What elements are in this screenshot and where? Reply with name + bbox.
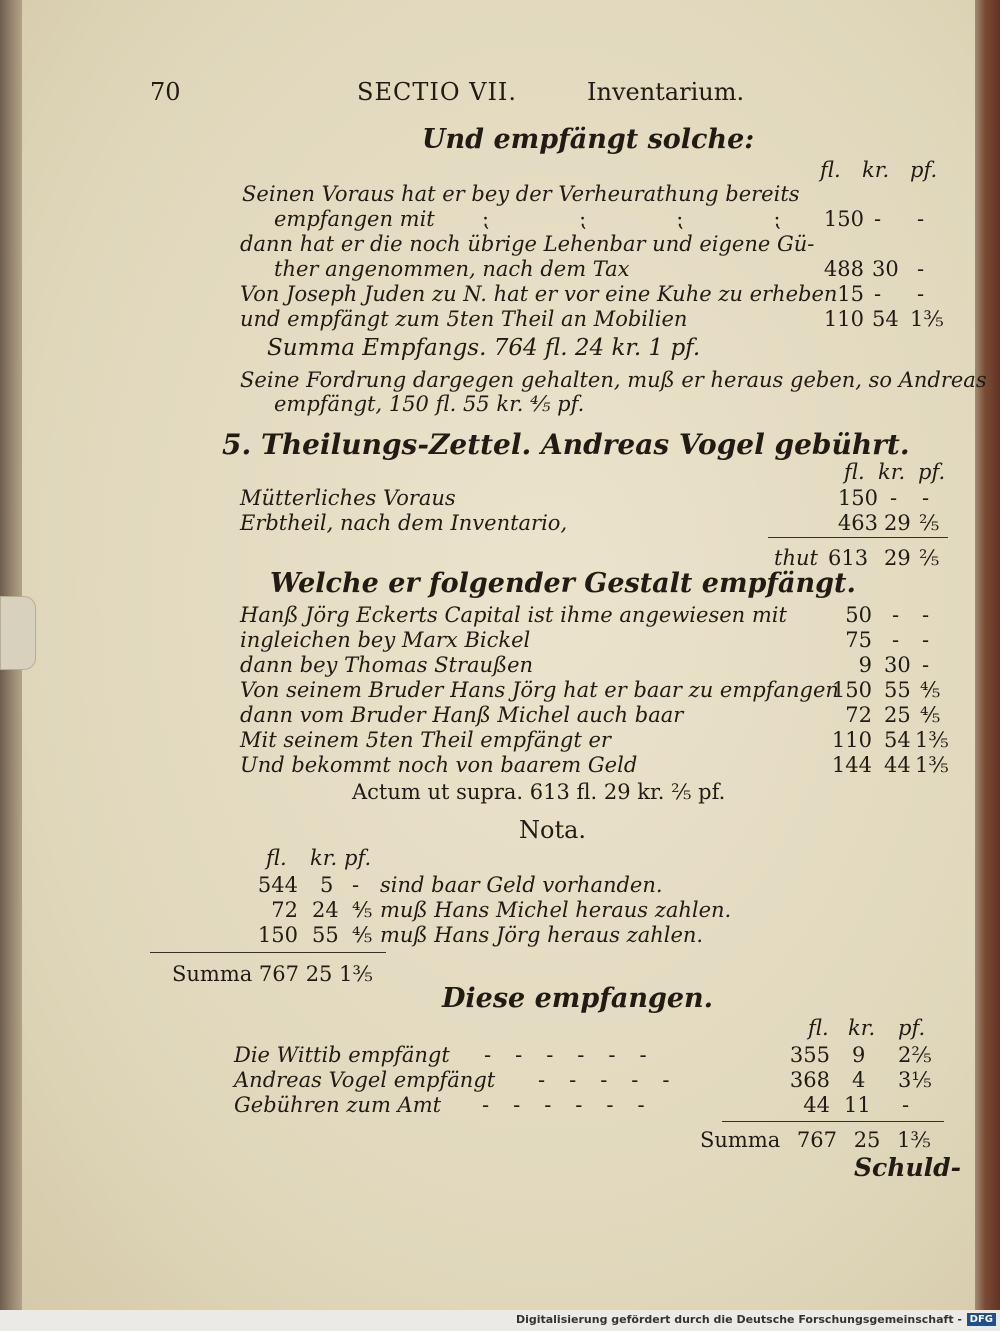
- heading-welche: Welche er folgender Gestalt empfängt.: [270, 568, 856, 599]
- value-pf: 3⅕: [898, 1068, 932, 1092]
- row-text: dann bey Thomas Straußen: [240, 653, 534, 677]
- value-kr: 11: [844, 1093, 871, 1117]
- bookmark-tab: [0, 596, 36, 670]
- value-fl: 15: [837, 282, 864, 306]
- value-fl: 44: [803, 1093, 830, 1117]
- value-pf: 2⅖: [898, 1043, 932, 1067]
- unit-kr: kr.: [862, 158, 890, 182]
- value-fl: 110: [823, 307, 864, 331]
- value-fl: 72: [845, 703, 872, 727]
- value-pf: ⅘: [920, 703, 941, 727]
- value-kr: -: [874, 207, 882, 231]
- scan-footer: [0, 1310, 1000, 1331]
- row-text: Andreas Vogel empfängt: [234, 1068, 496, 1092]
- value-pf: -: [922, 603, 930, 627]
- row-text: Mütterliches Voraus: [240, 486, 456, 510]
- thut-label: thut: [774, 546, 818, 570]
- value-pf: 1⅗: [915, 728, 949, 752]
- value-fl: 150: [831, 678, 872, 702]
- value-pf: 1⅗: [915, 753, 949, 777]
- value-fl: 144: [831, 753, 872, 777]
- value-kr: -: [892, 628, 900, 652]
- value-fl: 150: [823, 207, 864, 231]
- row-text: ther angenommen, nach dem Tax: [274, 257, 630, 281]
- unit-pf: pf.: [344, 846, 372, 870]
- thut-fl: 613: [828, 546, 869, 570]
- value-kr: 54: [884, 728, 911, 752]
- row-text: muß Hans Jörg heraus zahlen.: [380, 923, 704, 947]
- value-pf: 1⅗: [910, 307, 944, 331]
- sum-rule: [768, 537, 948, 538]
- value-kr: -: [890, 486, 898, 510]
- value-pf: -: [922, 653, 930, 677]
- value-pf: -: [917, 257, 925, 281]
- catchword: Schuld-: [854, 1153, 961, 1182]
- leader-dashes: ------: [482, 1093, 669, 1117]
- row-text: ingleichen bey Marx Bickel: [240, 628, 531, 652]
- nota-heading: Nota.: [519, 816, 587, 844]
- dfg-logo: DFG: [967, 1313, 996, 1326]
- sum-rule: [722, 1121, 944, 1122]
- row-text: Hanß Jörg Eckerts Capital ist ihme angewiesen mit: [240, 603, 787, 627]
- row-text: Erbtheil, nach dem Inventario,: [240, 511, 568, 535]
- funding-credit: Digitalisierung gefördert durch die Deutsche Forschungsgemeinschaft -: [515, 1313, 962, 1326]
- section-title: SECTIO VII.: [357, 78, 518, 106]
- row-text: Gebühren zum Amt: [234, 1093, 442, 1117]
- value-kr: 54: [872, 307, 899, 331]
- nota-summa: Summa 767 25 1⅗: [172, 962, 373, 986]
- leader-dashes: ------: [484, 1043, 671, 1067]
- value-kr: 55: [312, 923, 339, 947]
- row-text: Von seinem Bruder Hans Jörg hat er baar zu empfangen: [240, 678, 839, 702]
- value-fl: 368: [789, 1068, 830, 1092]
- value-pf: -: [922, 628, 930, 652]
- value-pf: ⅘: [352, 898, 373, 922]
- row-text: Und bekommt noch von baarem Geld: [240, 753, 638, 777]
- value-kr: 44: [884, 753, 911, 777]
- row-text: Mit seinem 5ten Theil empfängt er: [240, 728, 611, 752]
- value-kr: 9: [852, 1043, 866, 1067]
- value-kr: 24: [312, 898, 339, 922]
- nota-rule: [150, 952, 386, 953]
- row-text: und empfängt zum 5ten Theil an Mobilien: [240, 307, 688, 331]
- value-kr: -: [892, 603, 900, 627]
- value-pf: -: [902, 1093, 910, 1117]
- unit-pf: pf.: [918, 460, 946, 484]
- value-kr: 30: [872, 257, 899, 281]
- unit-pf: pf.: [910, 158, 938, 182]
- summa-empfangs: Summa Empfangs. 764 fl. 24 kr. 1 pf.: [267, 335, 701, 361]
- forderung-line: Seine Fordrung dargegen gehalten, muß er heraus geben, so Andreas: [240, 368, 987, 392]
- unit-kr: kr.: [878, 460, 906, 484]
- value-fl: 75: [845, 628, 872, 652]
- unit-fl: fl.: [266, 846, 287, 870]
- row-text: empfangen mit: [274, 207, 435, 231]
- value-kr: 4: [852, 1068, 866, 1092]
- value-kr: 30: [884, 653, 911, 677]
- row-text: sind baar Geld vorhanden.: [380, 873, 663, 897]
- value-kr: 25: [884, 703, 911, 727]
- value-kr: 55: [884, 678, 911, 702]
- book-page: [22, 0, 987, 1310]
- leader-dots: ⁏ ⁏ ⁏ ⁏: [482, 207, 784, 231]
- value-fl: 50: [845, 603, 872, 627]
- value-pf: ⅖: [919, 511, 940, 535]
- value-pf: -: [352, 873, 360, 897]
- unit-fl: fl.: [820, 158, 841, 182]
- heading-empfaengt: Und empfängt solche:: [422, 124, 755, 155]
- thut-pf: ⅖: [919, 546, 940, 570]
- value-pf: -: [917, 207, 925, 231]
- section-topic: Inventarium.: [587, 78, 745, 106]
- row-text: dann vom Bruder Hanß Michel auch baar: [240, 703, 684, 727]
- value-kr: 5: [320, 873, 334, 897]
- row-text: muß Hans Michel heraus zahlen.: [380, 898, 732, 922]
- thut-kr: 29: [884, 546, 911, 570]
- page-number: 70: [150, 78, 181, 106]
- value-fl: 544: [257, 873, 298, 897]
- leader-dashes: -----: [538, 1068, 694, 1092]
- value-fl: 463: [837, 511, 878, 535]
- value-fl: 72: [271, 898, 298, 922]
- forderung-line: empfängt, 150 fl. 55 kr. ⅘ pf.: [274, 392, 585, 416]
- value-fl: 355: [789, 1043, 830, 1067]
- unit-kr: kr.: [848, 1016, 876, 1040]
- value-kr: -: [874, 282, 882, 306]
- value-fl: 9: [858, 653, 872, 677]
- value-pf: -: [917, 282, 925, 306]
- value-pf: -: [922, 486, 930, 510]
- unit-fl: fl.: [808, 1016, 829, 1040]
- heading-theilungs-zettel: 5. Theilungs-Zettel. Andreas Vogel gebührt.: [222, 428, 910, 461]
- final-summa: Summa 767 25 1⅗: [700, 1128, 931, 1152]
- value-fl: 150: [257, 923, 298, 947]
- unit-pf: pf.: [898, 1016, 926, 1040]
- row-text: dann hat er die noch übrige Lehenbar und eigene Gü-: [240, 232, 815, 256]
- row-text: Seinen Voraus hat er bey der Verheurathung bereits: [242, 182, 800, 206]
- row-text: Die Wittib empfängt: [234, 1043, 450, 1067]
- value-fl: 488: [823, 257, 864, 281]
- book-edge: [975, 0, 1000, 1310]
- value-fl: 150: [837, 486, 878, 510]
- unit-fl: fl.: [844, 460, 865, 484]
- actum-line: Actum ut supra. 613 fl. 29 kr. ⅖ pf.: [352, 780, 726, 804]
- value-pf: ⅘: [920, 678, 941, 702]
- value-fl: 110: [831, 728, 872, 752]
- value-kr: 29: [884, 511, 911, 535]
- heading-diese-empfangen: Diese empfangen.: [442, 983, 714, 1014]
- value-pf: ⅘: [352, 923, 373, 947]
- row-text: Von Joseph Juden zu N. hat er vor eine Kuhe zu erheben: [240, 282, 838, 306]
- unit-kr: kr.: [310, 846, 338, 870]
